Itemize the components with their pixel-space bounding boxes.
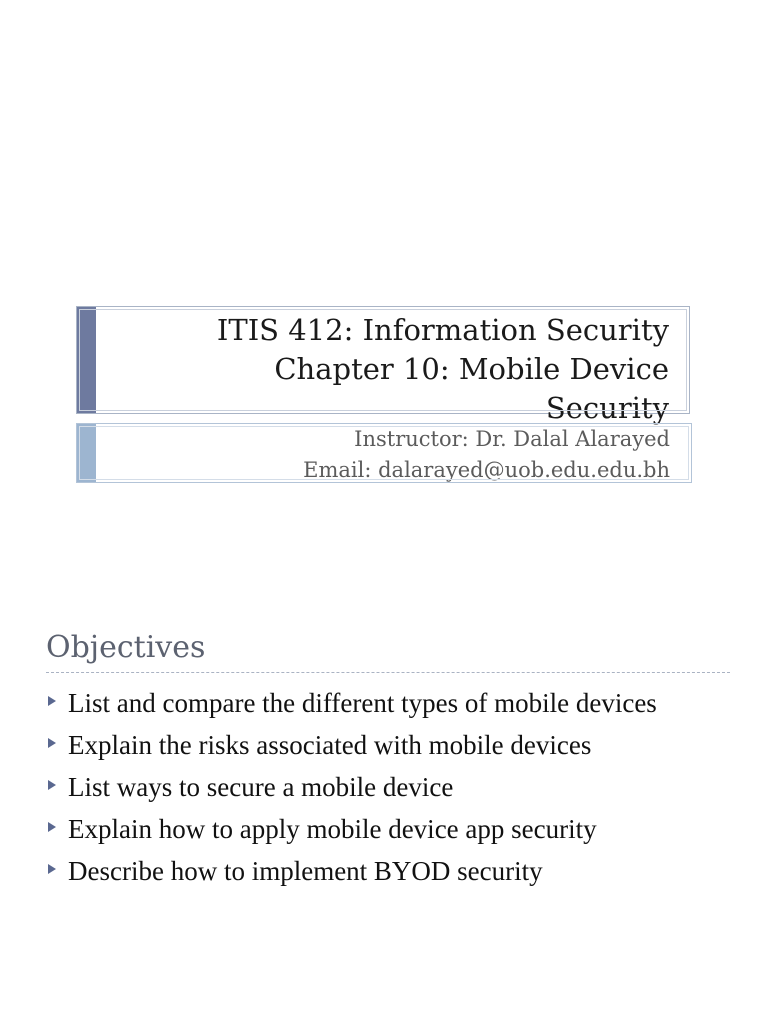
- heading-divider: [46, 672, 730, 673]
- list-item-text: Explain the risks associated with mobile devices: [68, 730, 592, 760]
- triangle-bullet-icon: [46, 766, 68, 808]
- email-line: Email: dalarayed@uob.edu.edu.bh: [303, 458, 670, 482]
- title-line: Security: [545, 391, 669, 425]
- list-item-text: Describe how to implement BYOD security: [68, 856, 543, 886]
- instructor-line: Instructor: Dr. Dalal Alarayed: [354, 427, 670, 451]
- title-line: Chapter 10: Mobile Device: [274, 352, 669, 386]
- triangle-bullet-icon: [46, 850, 68, 892]
- triangle-bullet-icon: [46, 682, 68, 724]
- subtitle-accent-bar: [77, 424, 96, 482]
- list-item-text: List ways to secure a mobile device: [68, 772, 454, 802]
- triangle-bullet-icon: [46, 808, 68, 850]
- objectives-heading: Objectives: [46, 630, 206, 665]
- list-item: [46, 682, 657, 724]
- list-item: [46, 808, 657, 850]
- list-item: [46, 850, 657, 892]
- title-line: ITIS 412: Information Security: [216, 313, 669, 347]
- list-item-text: Explain how to apply mobile device app security: [68, 814, 597, 844]
- title-box: [76, 306, 690, 425]
- subtitle-box: [76, 423, 692, 483]
- list-item-text: List and compare the different types of mobile devices: [68, 688, 657, 718]
- slide-title: [109, 311, 669, 428]
- triangle-bullet-icon: [46, 724, 68, 766]
- title-accent-bar: [77, 307, 96, 413]
- list-item: [46, 766, 657, 808]
- objectives-list: [46, 682, 657, 892]
- list-item: [46, 724, 657, 766]
- slide-subtitle: [303, 424, 670, 486]
